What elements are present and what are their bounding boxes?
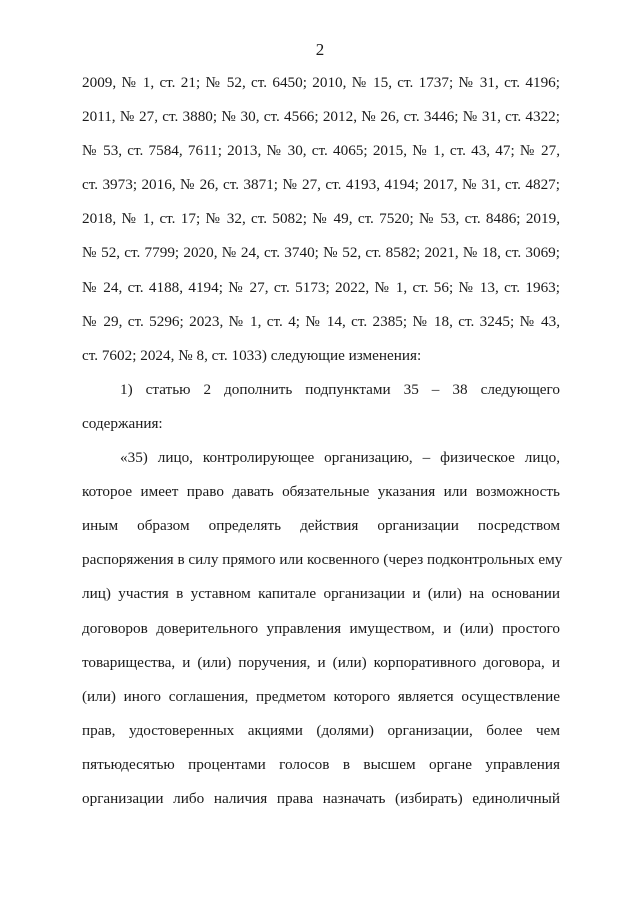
text-line: прав, удостоверенных акциями (долями) организации, более чем [82,721,560,739]
text-line: 2009, № 1, ст. 21; № 52, ст. 6450; 2010, № 15, ст. 1737; № 31, ст. 4196; [82,74,560,91]
text-line: № 53, ст. 7584, 7611; 2013, № 30, ст. 4065; 2015, № 1, ст. 43, 47; № 27, [82,142,560,160]
text-line: договоров доверительного управления имуществом, и (или) простого [82,619,560,637]
text-line: содержания: [82,414,163,432]
document-body [82,66,563,816]
text-line: № 29, ст. 5296; 2023, № 1, ст. 4; № 14, ст. 2385; № 18, ст. 3245; № 43, [82,312,560,330]
text-line: «35) лицо, контролирующее организацию, – физическое лицо, [120,449,560,467]
text-line: пятьюдесятью процентами голосов в высшем органе управления [82,755,560,773]
text-line: ст. 3973; 2016, № 26, ст. 3871; № 27, ст. 4193, 4194; 2017, № 31, ст. 4827; [82,176,560,194]
text-line: лиц) участия в уставном капитале организации и (или) на основании [82,585,560,603]
text-line: № 24, ст. 4188, 4194; № 27, ст. 5173; 2022, № 1, ст. 56; № 13, ст. 1963; [82,278,560,296]
text-line: 1) статью 2 дополнить подпунктами 35 – 38 следующего [120,380,560,398]
text-line: которое имеет право давать обязательные указания или возможность [82,483,560,501]
text-line: № 52, ст. 7799; 2020, № 24, ст. 3740; № 52, ст. 8582; 2021, № 18, ст. 3069; [82,244,560,262]
page-number: 2 [315,40,325,59]
text-line: распоряжения в силу прямого или косвенного (через подконтрольных ему [82,551,563,569]
text-line: организации либо наличия права назначать (избирать) единоличный [82,789,560,807]
text-line: 2018, № 1, ст. 17; № 32, ст. 5082; № 49, ст. 7520; № 53, ст. 8486; 2019, [82,210,560,228]
text-line: иным образом определять действия организации посредством [82,517,560,535]
text-line: товарищества, и (или) поручения, и (или) корпоративного договора, и [82,653,560,671]
text-line: 2011, № 27, ст. 3880; № 30, ст. 4566; 2012, № 26, ст. 3446; № 31, ст. 4322; [82,108,560,126]
text-line: (или) иного соглашения, предметом которого является осуществление [82,687,560,705]
text-line: ст. 7602; 2024, № 8, ст. 1033) следующие изменения: [82,346,422,364]
